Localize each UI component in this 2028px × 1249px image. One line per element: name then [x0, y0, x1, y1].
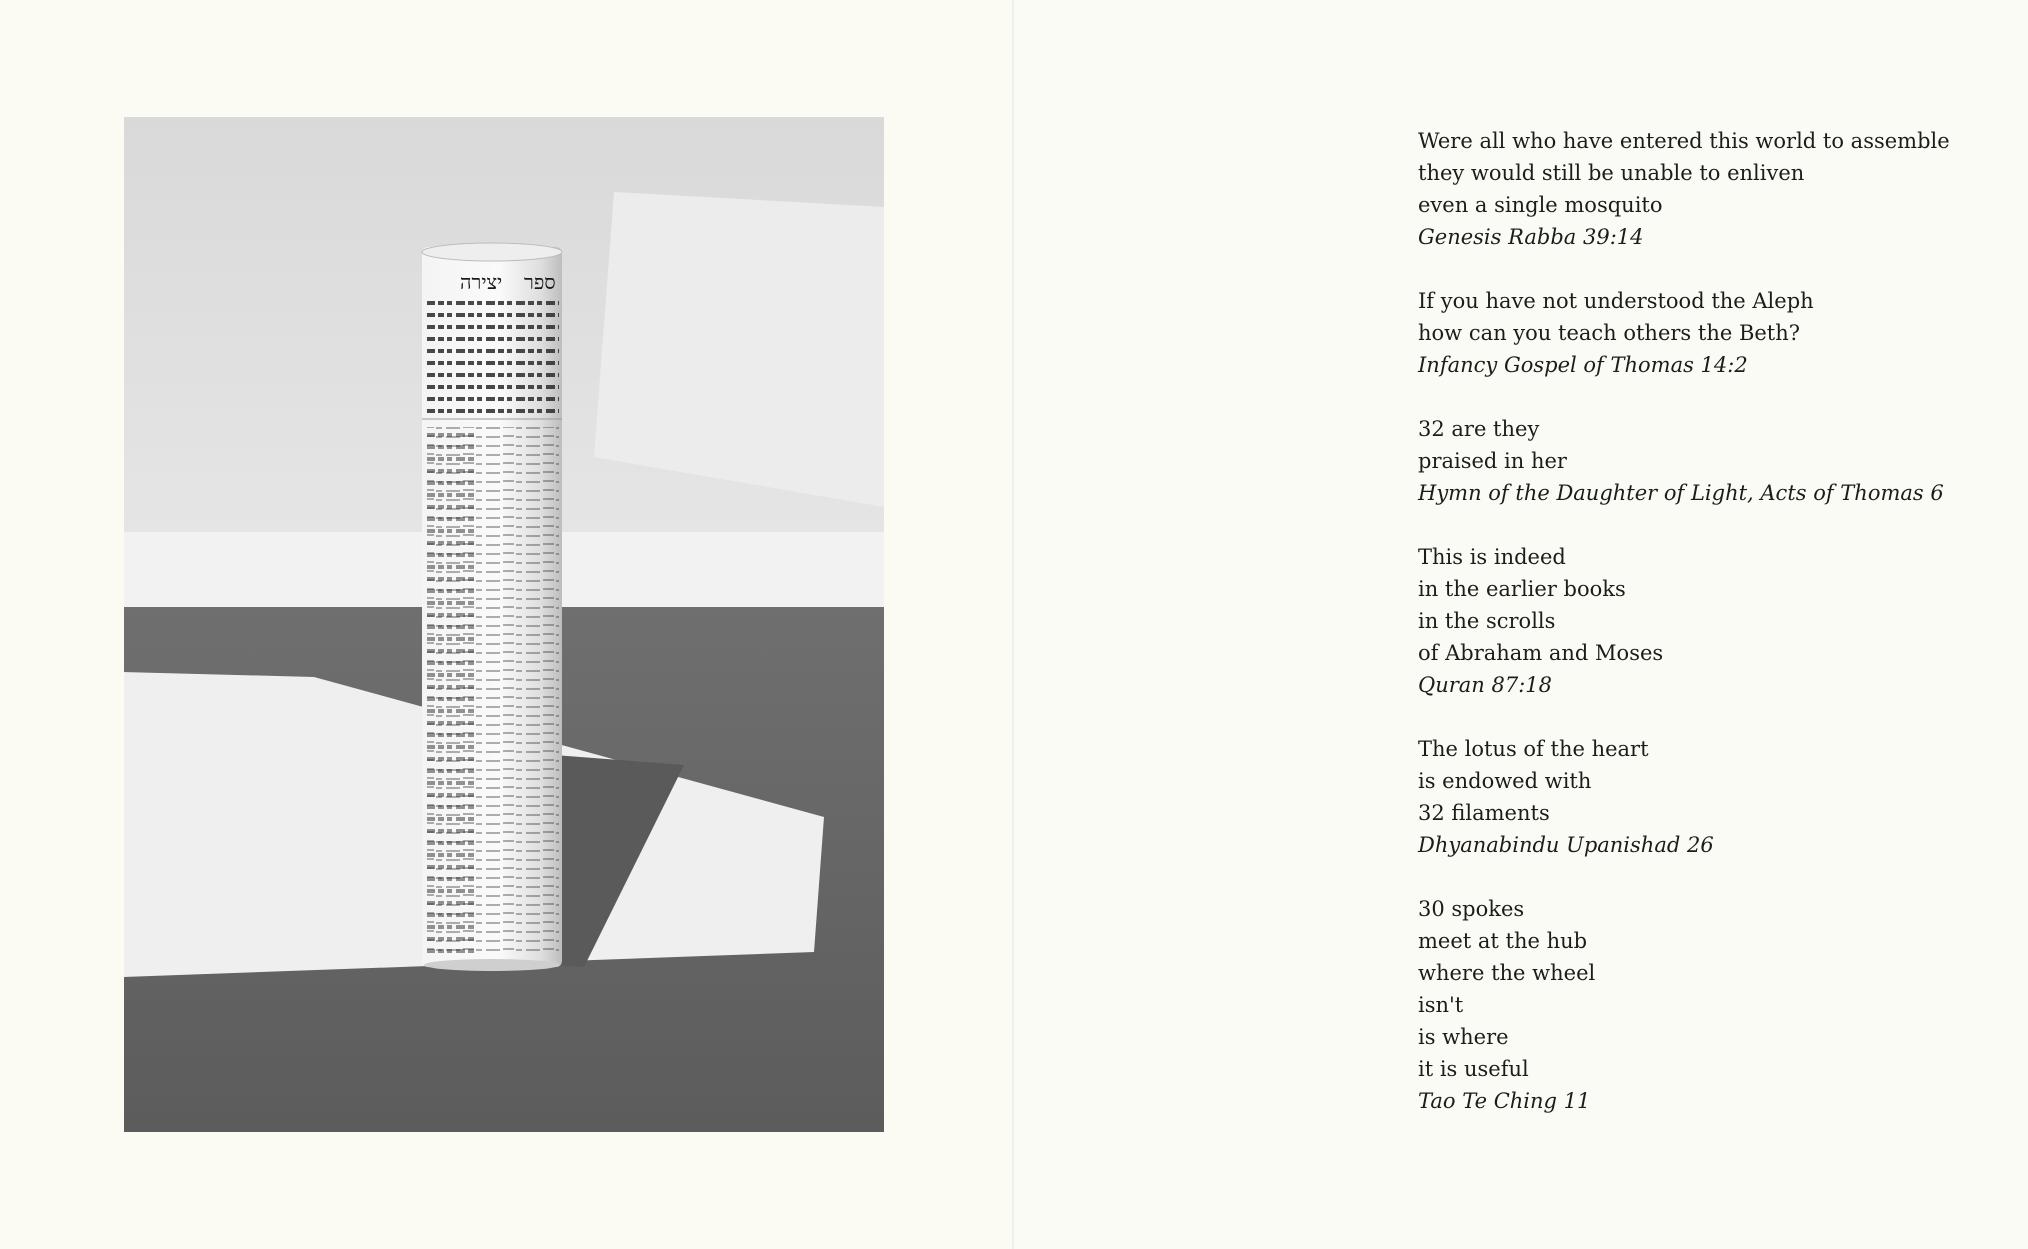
verse-line: isn't: [1418, 993, 1464, 1017]
stanza-acts-of-thomas: [1418, 413, 1978, 509]
stanza-tao-te-ching: [1418, 893, 1978, 1117]
verse-line: it is useful: [1418, 1057, 1529, 1081]
verse-line: where the wheel: [1418, 961, 1596, 985]
verse-line: The lotus of the heart: [1418, 737, 1649, 761]
verse-line: 30 spokes: [1418, 897, 1525, 921]
verse-line: This is indeed: [1418, 545, 1566, 569]
scroll-header-word-1: ספר: [524, 270, 556, 294]
verse-line: is endowed with: [1418, 769, 1592, 793]
stanza-infancy-gospel: [1418, 285, 1978, 381]
verse-line: 32 filaments: [1418, 801, 1550, 825]
verse-line: in the earlier books: [1418, 577, 1626, 601]
verse-source: Dhyanabindu Upanishad 26: [1418, 833, 1714, 857]
scroll-photograph: [124, 117, 884, 1132]
verse-source: Tao Te Ching 11: [1418, 1089, 1591, 1113]
scroll-header-word-2: יצירה: [460, 270, 503, 294]
verse-line: Were all who have entered this world to assemble: [1418, 129, 1950, 153]
verse-line: praised in her: [1418, 449, 1567, 473]
verse-line: even a single mosquito: [1418, 193, 1663, 217]
verse-line: of Abraham and Moses: [1418, 641, 1664, 665]
verse-source: Genesis Rabba 39:14: [1418, 225, 1644, 249]
stanza-quran: [1418, 541, 1978, 701]
verse-line: they would still be unable to enliven: [1418, 161, 1805, 185]
verse-source: Quran 87:18: [1418, 673, 1553, 697]
verse-line: 32 are they: [1418, 417, 1540, 441]
verse-line: how can you teach others the Beth?: [1418, 321, 1801, 345]
verse-line: meet at the hub: [1418, 929, 1588, 953]
verse-line: If you have not understood the Aleph: [1418, 289, 1814, 313]
verse-source: Infancy Gospel of Thomas 14:2: [1418, 353, 1748, 377]
left-page: [0, 0, 1012, 1249]
stanza-upanishad: [1418, 733, 1978, 861]
verse-line: in the scrolls: [1418, 609, 1556, 633]
verse-line: is where: [1418, 1025, 1509, 1049]
verse-source: Hymn of the Daughter of Light, Acts of Thomas 6: [1418, 481, 1944, 505]
verse-column: [1418, 125, 1978, 1149]
stanza-genesis-rabba: [1418, 125, 1978, 253]
